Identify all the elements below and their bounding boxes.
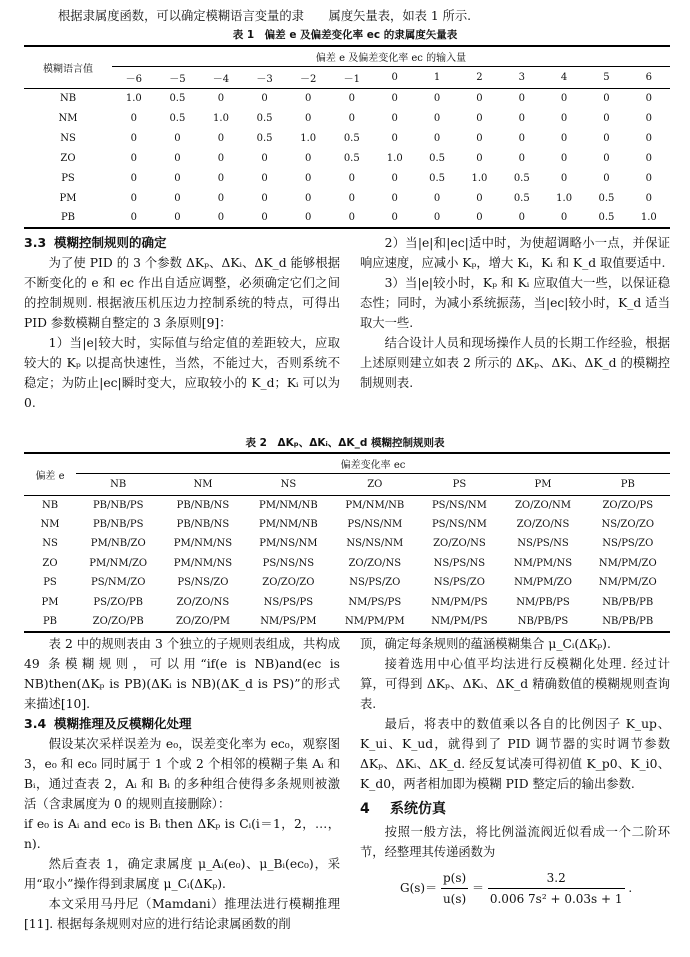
table-cell: 0: [476, 132, 483, 144]
table-cell: NS/PS/NS: [517, 538, 569, 550]
table1: [24, 45, 670, 229]
table-cell: 0: [560, 172, 568, 184]
table-cell: PM/NM/NS: [173, 557, 233, 569]
table2: [24, 452, 670, 633]
table-cell: NS/NS/NM: [346, 538, 404, 550]
table-row: [24, 208, 670, 228]
table1-column-header: 3: [501, 66, 543, 88]
table2-column-header: PS: [418, 473, 500, 495]
table-cell: NM/PM/PS: [418, 612, 500, 632]
table2-column-header: NB: [76, 473, 160, 495]
lower-right-column: [360, 634, 670, 909]
table2-column-header-row: [24, 473, 670, 495]
formula-frac2-num: 3.2: [488, 868, 625, 889]
table1-column-header: 6: [628, 66, 670, 88]
table-cell: PM/NM/NB: [345, 499, 405, 511]
table2-column-header: PM: [500, 473, 585, 495]
table1-row-label: NM: [58, 112, 78, 124]
table-cell: 0: [603, 172, 610, 184]
table2-row-header: 偏差 e: [24, 453, 76, 495]
table-cell: 0.5: [169, 92, 186, 104]
table-cell: 0: [174, 132, 181, 144]
table-cell: 0: [543, 208, 585, 228]
table-cell: 0: [304, 112, 312, 124]
table-cell: 0: [304, 172, 312, 184]
table1-column-header: 1: [416, 66, 458, 88]
section-3-4-para-1: 假设某次采样误差为 e₀，误差变化率为 ec₀，观察图 3，e₀ 和 ec₀ 同时属于 1 个或 2 个相邻的模糊子集 Aᵢ 和 Bᵢ，通过查表 2，Aᵢ 和 Bᵢ 的多种组合使得多条规则被激活（含隶属度为 0 的规则直接删除）：: [24, 737, 340, 811]
table-row: [24, 612, 670, 632]
table-cell: PB/NB/NS: [176, 499, 230, 511]
section-3-3-title: 模糊控制规则的确定: [54, 235, 167, 250]
table-cell: 0: [391, 172, 398, 184]
section-3-3-heading: [24, 233, 340, 253]
table-cell: NM/PM/NS: [513, 557, 573, 569]
table-cell: 0.5: [343, 132, 360, 144]
table-cell: PB/NB/PS: [92, 518, 144, 530]
table-cell: NS/ZO/ZO: [601, 518, 655, 530]
formula-end: .: [628, 881, 633, 895]
table-cell: ZO/ZO/NS: [176, 596, 230, 608]
table2-row-label: NS: [42, 538, 58, 550]
table-cell: 0.5: [513, 192, 530, 204]
table-cell: PB/NB/NS: [176, 518, 230, 530]
table-cell: 0: [560, 132, 568, 144]
table2-row-label: NB: [41, 499, 59, 511]
table-cell: 1.0: [386, 152, 403, 164]
table-cell: 0: [348, 172, 355, 184]
table-cell: 0: [304, 192, 312, 204]
section-3-3-right: [360, 233, 670, 393]
table-cell: NM/PM/PM: [331, 612, 418, 632]
table-cell: 1.0: [300, 132, 317, 144]
table-cell: 1.0: [628, 208, 670, 228]
table-cell: 0: [560, 92, 568, 104]
table-cell: PS/NS/NM: [431, 499, 487, 511]
section-4-para-1: 按照一般方法，将比例溢流阀近似看成一个二阶环节，经整理其传递函数为: [360, 825, 670, 859]
table1-column-header: 4: [543, 66, 585, 88]
table-cell: PS/ZO/PB: [93, 596, 143, 608]
table-cell: 0: [501, 208, 543, 228]
table-cell: 0: [174, 192, 181, 204]
table1-column-header: －6: [112, 66, 156, 88]
table-cell: ZO/ZO/NS: [433, 538, 486, 550]
table-row: [24, 534, 670, 554]
table-cell: 0: [130, 192, 137, 204]
table-cell: 0: [174, 152, 181, 164]
table-cell: ZO/ZO/PM: [160, 612, 245, 632]
table2-row-label: PB: [24, 612, 76, 632]
table-cell: 0: [645, 132, 652, 144]
section-3-4-para-2: 然后查表 1，确定隶属度 μ_Aᵢ(e₀)、μ_Bᵢ(ec₀)，采用“取小”操作得到隶属度 μ_Cᵢ(ΔKₚ).: [24, 857, 340, 891]
table-cell: 0: [433, 132, 441, 144]
table-cell: PM/NB/ZO: [90, 538, 146, 550]
table2-caption: 表 2 ΔKₚ、ΔKᵢ、ΔK_d 模糊控制规则表: [245, 437, 445, 449]
table-row: [24, 593, 670, 613]
table-cell: 0: [217, 92, 225, 104]
table-cell: PS/NS/NM: [431, 518, 487, 530]
table-cell: 0: [199, 208, 243, 228]
table1-column-header: 5: [585, 66, 627, 88]
table-row: [24, 128, 670, 148]
table-row: [24, 168, 670, 188]
table1-group-header: 偏差 e 及偏差变化率 ec 的输入量: [112, 46, 670, 66]
table1-column-header: 0: [374, 66, 416, 88]
table-row: [24, 495, 670, 515]
table2-column-header: NS: [245, 473, 331, 495]
table2-group-header: 偏差变化率 ec: [76, 453, 670, 473]
table-cell: 0: [433, 92, 441, 104]
table-cell: NS/PS/PS: [263, 596, 314, 608]
section-3-3-para-2: 1）当|e|较大时，实际值与给定值的差距较大，应取较大的 Kₚ 以提高快速性，当然，不能过大，否则系统不稳定；为防止|ec|瞬时变大，应取较小的 K_d；Kᵢ 可以为 0.: [24, 336, 340, 410]
table-cell: PM/NM/ZO: [89, 557, 148, 569]
table1-column-header: －4: [199, 66, 243, 88]
table-cell: 0: [217, 172, 225, 184]
table-cell: NM/PM/PS: [431, 596, 488, 608]
table-cell: 0: [391, 92, 398, 104]
table-cell: 0: [476, 192, 483, 204]
table2-column-header: ZO: [331, 473, 418, 495]
table-cell: 0: [518, 152, 525, 164]
section-3-3-left: [24, 233, 340, 413]
table-cell: 0: [476, 152, 483, 164]
table-cell: 0: [391, 112, 398, 124]
section-3-3-para-1: 为了使 PID 的 3 个参数 ΔKₚ、ΔKᵢ、ΔK_d 能够根据不断变化的 e 和 ec 作出自适应调整，必须确定它们之间的控制规则. 根据液压机压边力控制系统的特点，可得出 PID 参数模糊自整定的 3 条原则[9]：: [24, 256, 340, 330]
formula-frac1-den: u(s): [442, 892, 467, 906]
formula-fraction-1: [441, 868, 468, 909]
table-cell: 0: [518, 132, 525, 144]
table-cell: 1.0: [471, 172, 488, 184]
table-cell: 0: [217, 192, 225, 204]
table-row: [24, 573, 670, 593]
table-cell: 0: [112, 208, 156, 228]
section-4-heading: [360, 798, 670, 820]
table-cell: NB/PB/PS: [500, 612, 585, 632]
table1-row-label: NB: [59, 92, 77, 104]
table-cell: 0: [518, 112, 525, 124]
table-cell: 0: [261, 172, 268, 184]
table-cell: 0: [518, 92, 525, 104]
table-cell: 1.0: [213, 112, 229, 124]
table-cell: NS/PS/NS: [433, 557, 486, 569]
table-cell: 0.5: [585, 208, 627, 228]
table-cell: 0: [433, 192, 441, 204]
table-cell: 0.5: [429, 172, 446, 184]
table1-column-header: －3: [243, 66, 287, 88]
table-cell: ZO/ZO/NS: [348, 557, 402, 569]
table-cell: ZO/ZO/PS: [602, 499, 654, 511]
table-cell: ZO/ZO/NS: [516, 518, 570, 530]
table-cell: PM/NM/NS: [173, 538, 233, 550]
table-cell: 0: [458, 208, 500, 228]
table-cell: 0: [348, 112, 355, 124]
table-cell: 0.5: [169, 112, 186, 124]
table-cell: 0: [560, 112, 568, 124]
table2-column-header: NM: [160, 473, 245, 495]
section-4-title: 系统仿真: [390, 801, 446, 817]
table-cell: 0: [645, 192, 652, 204]
table-cell: NM/PS/PM: [245, 612, 331, 632]
table-cell: 0: [433, 112, 441, 124]
table-cell: 0.5: [598, 192, 615, 204]
table-cell: NM/PM/ZO: [598, 577, 657, 589]
table-cell: 1.0: [556, 192, 573, 204]
table-cell: 0: [261, 192, 268, 204]
table-cell: 0: [261, 152, 268, 164]
table-cell: 0: [391, 192, 398, 204]
table-row: [24, 188, 670, 208]
table-row: [24, 108, 670, 128]
continuation-text: 顶，确定每条规则的蕴涵模糊集合 μ_Cᵢ(ΔKₚ).: [360, 637, 611, 651]
table2-row-label: PM: [41, 596, 59, 608]
table-cell: NB/PB/PB: [586, 612, 670, 632]
table-cell: 0: [130, 112, 137, 124]
scaling-para: 最后，将表中的数值乘以各自的比例因子 K_up、K_ui、K_ud，就得到了 PID 调节器的实时调节参数 ΔKₚ、ΔKᵢ、ΔK_d. 经反复试凑可得初值 K_p0、K_i0、K_d0，两者相加即为模糊 PID 整定后的输出参数.: [360, 717, 670, 791]
table-cell: 0: [130, 172, 137, 184]
table-cell: NS/PS/ZO: [349, 577, 401, 589]
rules-description: 表 2 中的规则表由 3 个独立的子规则表组成，共构成 49 条模糊规则，可以用“if(e is NB)and(ec is NB)then(ΔKₚ is PB)(ΔKᵢ is NB)(ΔK_d is PS)”的形式来描述[10].: [24, 637, 340, 711]
table-row: [24, 88, 670, 108]
transfer-function-formula: [360, 868, 670, 909]
section-4-number: 4: [360, 801, 370, 817]
table-cell: NM/PM/ZO: [598, 557, 657, 569]
table-cell: 0.5: [256, 132, 273, 144]
table-cell: PS/NS/NM: [347, 518, 403, 530]
section-3-4-para-3: 本文采用马丹尼（Mamdani）推理法进行模糊推理[11]. 根据每条规则对应的进行结论隶属函数的削: [24, 897, 340, 931]
table-row: [24, 148, 670, 168]
lower-left-column: [24, 634, 340, 934]
table1-column-header: －2: [286, 66, 330, 88]
table-cell: 0: [603, 112, 610, 124]
table1-row-label: PB: [24, 208, 112, 228]
table-cell: NS/PS/ZO: [602, 538, 654, 550]
table1-row-label: ZO: [60, 152, 76, 164]
table-cell: 0: [156, 208, 200, 228]
table-cell: 0: [416, 208, 458, 228]
table1-column-header-row: [24, 66, 670, 88]
table-cell: 0: [391, 132, 398, 144]
intro-text: 根据隶属度函数，可以确定模糊语言变量的隶 属度矢量表，如表 1 所示.: [58, 9, 472, 23]
table1-row-header: 模糊语言值: [24, 46, 112, 88]
section-3-3-para-5: 结合设计人员和现场操作人员的长期工作经验，根据上述原则建立如表 2 所示的 ΔKₚ、ΔKᵢ、ΔK_d 的模糊控制规则表.: [360, 336, 670, 390]
table1-row-label: NS: [60, 132, 76, 144]
table-cell: PM/NM/NB: [258, 518, 318, 530]
table-cell: 0: [645, 112, 652, 124]
table-cell: 0.5: [513, 172, 530, 184]
table1-column-header: 2: [458, 66, 500, 88]
table-cell: 0: [217, 132, 225, 144]
table-cell: 0: [348, 92, 355, 104]
table-cell: 0: [217, 152, 225, 164]
table-cell: 0: [330, 208, 374, 228]
rule-statement: if e₀ is Aᵢ and ec₀ is Bᵢ then ΔKₚ is Cᵢ(i＝1，2，…，n).: [24, 817, 340, 851]
table1-column-header: －1: [330, 66, 374, 88]
formula-equals: ＝: [472, 881, 485, 895]
table-cell: 0: [243, 208, 287, 228]
table-cell: 0: [645, 172, 652, 184]
table2-row-label: ZO: [42, 557, 58, 569]
table-row: [24, 515, 670, 535]
table-cell: NM/PS/PS: [348, 596, 402, 608]
table-cell: PM/NS/NM: [259, 538, 318, 550]
table-row: [24, 554, 670, 574]
table-cell: 0: [374, 208, 416, 228]
table1-caption: 表 1 偏差 e 及偏差变化率 ec 的隶属度矢量表: [232, 29, 458, 41]
table-cell: 0: [645, 152, 652, 164]
table-cell: 0: [286, 208, 330, 228]
table-cell: NM/PB/PS: [516, 596, 570, 608]
table-cell: 0: [130, 132, 137, 144]
table-cell: 0.5: [429, 152, 446, 164]
table-cell: ZO/ZO/NM: [514, 499, 572, 511]
table-cell: 0: [645, 92, 652, 104]
table-cell: NM/PM/ZO: [514, 577, 572, 589]
table-cell: ZO/ZO/PB: [76, 612, 160, 632]
table-cell: 1.0: [125, 92, 142, 104]
table-cell: 0: [130, 152, 137, 164]
table1-column-header: －5: [156, 66, 200, 88]
table-cell: 0: [603, 132, 610, 144]
section-3-4-heading: [24, 714, 340, 734]
table1-row-label: PM: [59, 192, 77, 204]
table-cell: 0: [603, 152, 610, 164]
formula-lhs: G(s)＝: [400, 881, 438, 895]
formula-frac2-den: 0.006 7s² + 0.03s + 1: [489, 892, 623, 906]
table-cell: 0: [261, 92, 268, 104]
table-cell: 0: [348, 192, 355, 204]
table-cell: 0: [174, 172, 181, 184]
section-3-4-title: 模糊推理及反模糊化处理: [54, 716, 192, 731]
table-cell: 0.5: [343, 152, 360, 164]
table-cell: 0: [560, 152, 568, 164]
table-cell: PS/NS/NS: [262, 557, 315, 569]
table-cell: ZO/ZO/ZO: [262, 577, 315, 589]
table-cell: NB/PB/PB: [602, 596, 654, 608]
defuzzification-para: 接着选用中心值平均法进行反模糊化处理. 经过计算，可得到 ΔKₚ、ΔKᵢ、ΔK_d 精确数值的模糊规则查询表.: [360, 657, 670, 711]
table-cell: 0.5: [256, 112, 273, 124]
table-cell: PB/NB/PS: [92, 499, 144, 511]
table-cell: NS/PS/ZO: [433, 577, 485, 589]
table-cell: PM/NM/NB: [258, 499, 318, 511]
table-cell: 0: [304, 152, 312, 164]
table2-row-label: PS: [43, 577, 57, 589]
formula-frac1-num: p(s): [441, 868, 468, 889]
formula-fraction-2: [488, 868, 625, 909]
section-3-3-para-3: 2）当|e|和|ec|适中时，为使超调略小一点，并保证响应速度，应减小 Kₚ，增大 Kᵢ，Kᵢ 和 K_d 取值要适中.: [360, 236, 670, 270]
section-3-3-para-4: 3）当|e|较小时，Kₚ 和 Kᵢ 应取值大一些，以保证稳态性；同时，为减小系统振荡，当|ec|较小时，K_d 适当取大一些.: [360, 276, 670, 330]
section-3-4-number: 3.4: [24, 716, 47, 731]
table-cell: 0: [304, 92, 312, 104]
table-cell: PS/NS/ZO: [177, 577, 229, 589]
table-cell: 0: [603, 92, 610, 104]
table-cell: 0: [476, 92, 483, 104]
table2-column-header: PB: [586, 473, 670, 495]
table2-row-label: NM: [40, 518, 60, 530]
table-cell: PS/NM/ZO: [90, 577, 146, 589]
section-3-3-number: 3.3: [24, 235, 47, 250]
table1-row-label: PS: [61, 172, 75, 184]
table-cell: 0: [476, 112, 483, 124]
